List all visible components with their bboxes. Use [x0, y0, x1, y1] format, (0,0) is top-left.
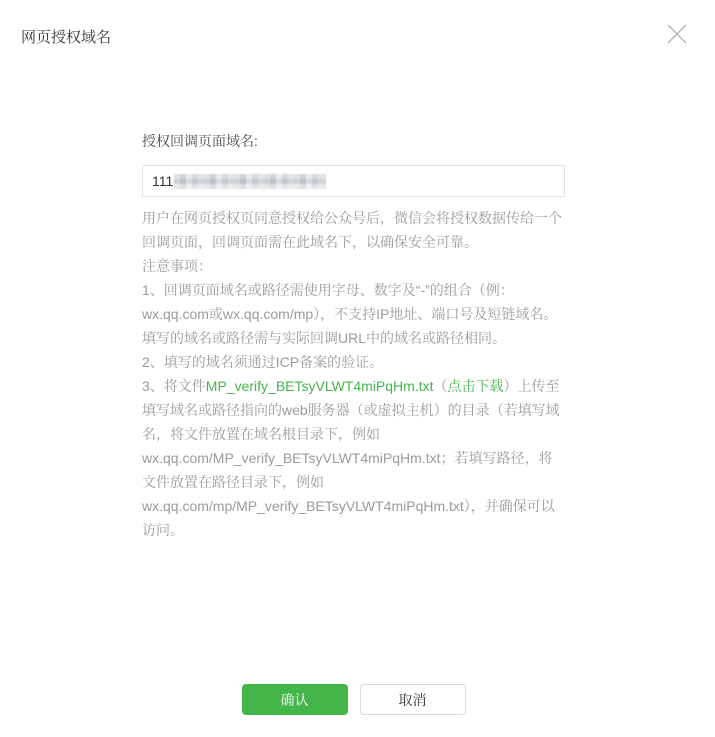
dialog-footer: [142, 684, 565, 715]
callback-domain-label: 授权回调页面域名:: [142, 133, 258, 149]
censored-input-value: [174, 174, 326, 189]
description-block: [142, 206, 565, 542]
notice-item-1: 1、回调页面域名或路径需使用字母、数字及“-”的组合（例：wx.qq.com或wx.qq.com/mp），不支持IP地址、端口号及短链域名。填写的域名或路径需与实际回调URL中的域名或路径相同。: [142, 282, 558, 346]
close-icon: [666, 23, 688, 45]
intro-text: 用户在网页授权页同意授权给公众号后，微信会将授权数据传给一个回调页面，回调页面需在此域名下，以确保安全可靠。: [142, 210, 562, 250]
item3-paren-open: （: [433, 378, 448, 394]
cancel-button[interactable]: 取消: [360, 684, 466, 715]
item3-suffix: 上传至填写域名或路径指向的web服务器（或虚拟主机）的目录（若填写域名，将文件放置在域名根目录下，例如wx.qq.com/MP_verify_BETsyVLWT4miPqHm.txt；若填写路径，将文件放置在路径目录下，例如wx.qq.com/mp/MP_verify_BETsyVLWT4miPqHm.txt），并确保可以访问。: [142, 378, 560, 538]
dialog-title: 网页授权域名: [21, 29, 112, 46]
click-download-link[interactable]: 点击下载: [447, 378, 504, 394]
item3-prefix: 3、将文件: [142, 378, 206, 394]
item3-paren-close: ）: [503, 378, 518, 394]
input-value-text: 111: [152, 173, 174, 189]
notice-title: 注意事项：: [142, 258, 212, 274]
callback-domain-input[interactable]: [142, 165, 565, 197]
close-button[interactable]: [665, 22, 689, 46]
dialog-content: [142, 131, 565, 542]
notice-item-3: [142, 374, 565, 542]
confirm-button[interactable]: 确认: [242, 684, 348, 715]
verify-filename-link[interactable]: MP_verify_BETsyVLWT4miPqHm.txt: [205, 378, 434, 394]
notice-item-2: 2、填写的域名须通过ICP备案的验证。: [142, 354, 384, 370]
